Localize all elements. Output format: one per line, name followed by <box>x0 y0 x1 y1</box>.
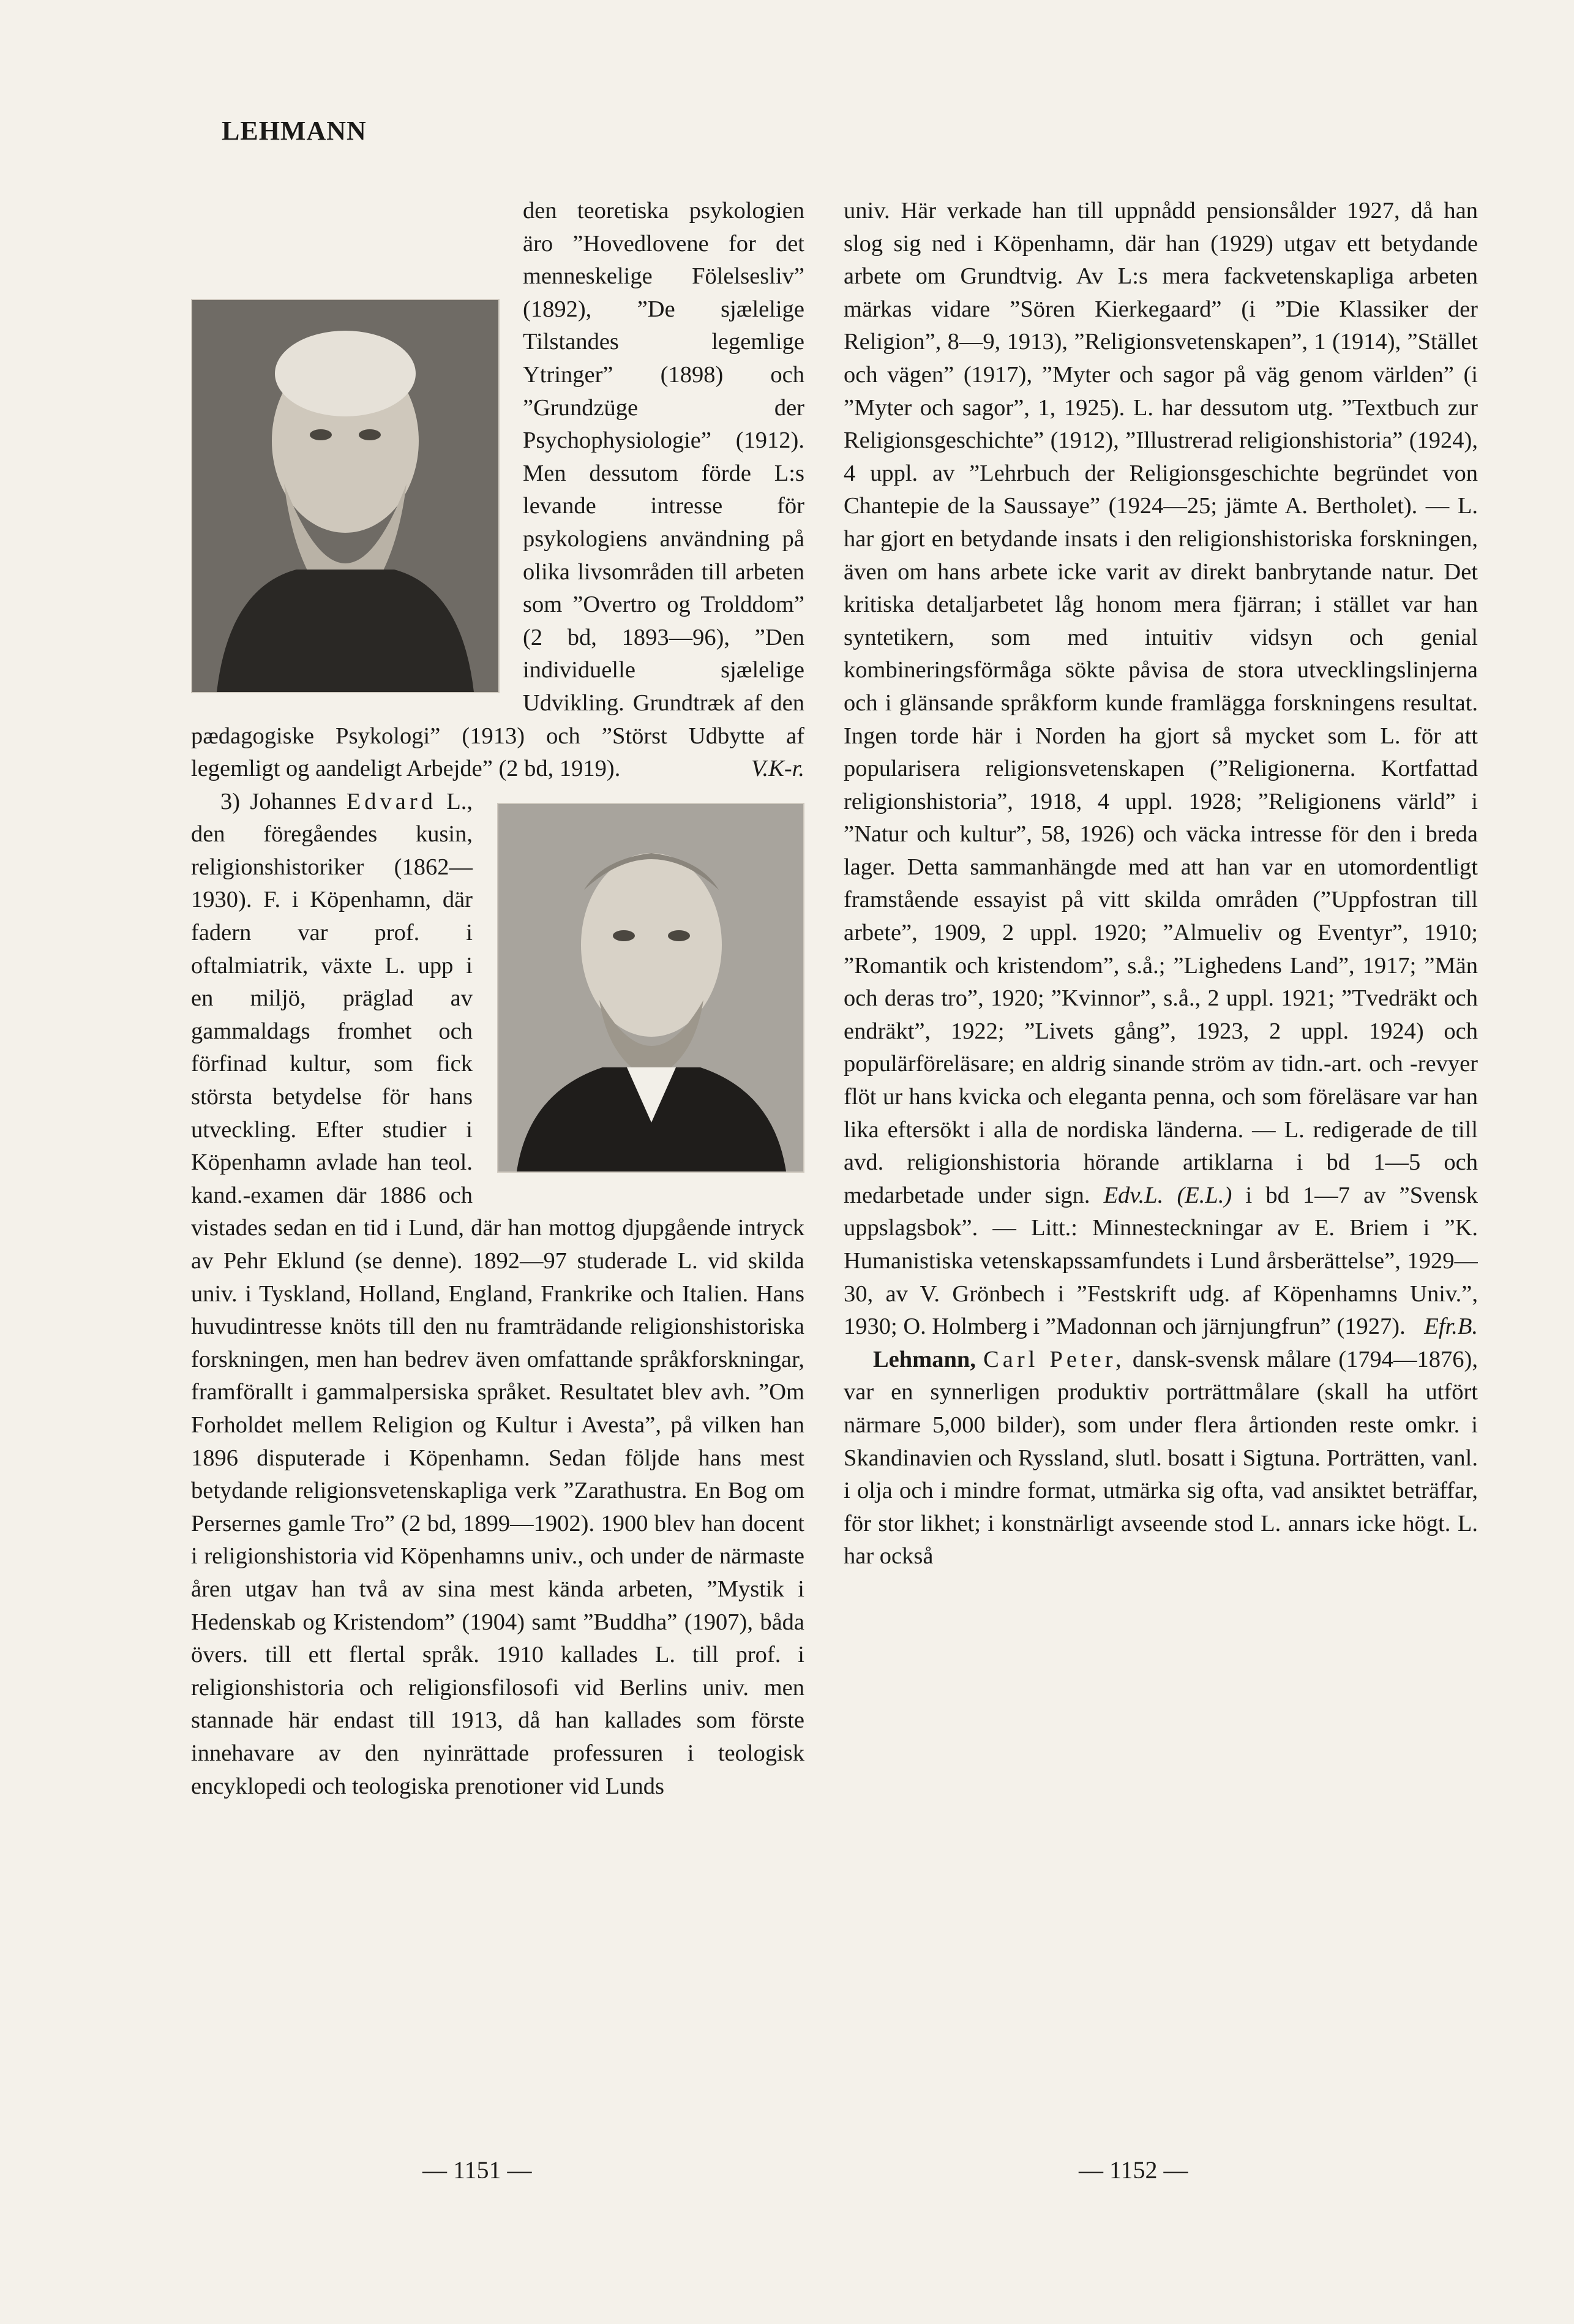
paragraph-psychology-works: den teoretiska psykologien äro ”Hovedlovene for det menneskelige Fölelsesliv” (1892), ”De sjælelige Tilstandes legemlige Ytringer” (1898) och ”Grundzüge der Psychophysiologie” (1912). Men dessutom förde L:s levande intresse för psykologiens användning på olika livsområden till arbeten som ”Overtro og Trolddom” (2 bd, 1893—96), ”Den individuelle sjælelige Udvikling. Grundtræk af den pædagogiske Psykologi” (1913) och ”Störst Udbytte af legemligt og aandeligt Arbejde” (2 bd, 1919). V.K-r. <box>191 198 804 782</box>
author-signature: V.K-r. <box>751 756 804 782</box>
running-head: LEHMANN <box>222 116 367 146</box>
portrait-photo-johannes-edvard-lehmann <box>497 803 804 1173</box>
right-column <box>844 195 1478 2136</box>
entry-headword: Lehmann, <box>873 1346 976 1372</box>
page-number-right: — 1152 — <box>1079 2156 1188 2184</box>
left-column <box>191 195 804 2136</box>
spaced-name: Carl Peter, <box>983 1346 1125 1372</box>
paragraph-carl-peter-lehmann: Lehmann, Carl Peter, dansk-svensk målare (1794—1876), var en synnerligen produktiv porträttmålare (skall ha utfört närmare 5,000 bilder), som under flera årtionden reste omkr. i Skandinavien och Ryssland, slutl. bosatt i Sigtuna. Porträtten, vanl. i olja och i mindre format, utmärka sig ofta, vad ansiktet beträffar, för stor likhet; i konstnärligt avseende stod L. annars icke högt. L. har också <box>844 1346 1478 1570</box>
portrait-photo-bearded-man <box>191 299 500 693</box>
paragraph-lehmann-continued: univ. Här verkade han till uppnådd pensionsålder 1927, då han slog sig ned i Köpenhamn, där han (1929) utgav ett betydande arbete om Grundtvig. Av L:s mera fackvetenskapliga arbeten märkas vidare ”Sören Kierkegaard” (i ”Die Klassiker der Religion”, 8—9, 1913), ”Religionsvetenskapen”, 1 (1914), ”Stället och vägen” (1917), ”Myter och sagor på väg genom världen” (i ”Myter och sagor”, 1, 1925). L. har dessutom utg. ”Textbuch zur Religionsgeschichte” (1912), ”Illustrerad religionshistoria” (1924), 4 uppl. av ”Lehrbuch der Religionsgeschichte begründet von Chantepie de la Saussaye” (1924—25; jämte A. Bertholet). — L. har gjort en betydande insats i den religionshistoriska forskningen, även om hans arbete icke varit av direkt banbrytande natur. Det kritiska detaljarbetet låg honom mera fjärran; i stället var han syntetikern, som med intuitiv vidsyn och genial kombineringsförmåga sökte påvisa de stora utvecklingslinjerna och i glänsande språkform kunde framlägga forskningens resultat. Ingen torde här i Norden ha gjort så mycket som L. för att popularisera religionsvetenskapen (”Religionerna. Kortfattad religionshistoria”, 1918, 4 uppl. 1928; ”Religionens värld” i ”Natur och kultur”, 58, 1926) och väcka intresse för den i breda lager. Detta sammanhängde med att han var en utomordentligt framstående essayist på vitt skilda områden (”Uppfostran till arbete”, 1909, 2 uppl. 1920; ”Almueliv og Eventyr”, 1910; ”Romantik och kristendom”, s.å.; ”Lighedens Land”, 1917; ”Män och deras tro”, 1920; ”Kvinnor”, s.å., 2 uppl. 1921; ”Tvedräkt och endräkt”, 1922; ”Livets gång”, 1923, 2 uppl. 1924) och populärföreläsare; en aldrig sinande ström av tidn.-art. och -revyer flöt ur hans kvicka och eleganta penna, och som föreläsare var han lika eftersökt i alla de nordiska länderna. — L. redigerade de till avd. religionshistoria hörande artiklarna i bd 1—5 och medarbetade under sign. Edv.L. (E.L.) i bd 1—7 av ”Svensk uppslagsbok”. — Litt.: Minnesteckningar av E. Briem i ”K. Humanistiska vetenskapssamfundets i Lund årsberättelse”, 1929—30, av V. Grönbech i ”Festskrift udg. af Köpenhamns Univ.”, 1930; O. Holmberg i ”Madonnan och järnjungfrun” (1927). Efr.B. <box>844 198 1478 1340</box>
spaced-name: Edvard <box>346 788 437 814</box>
signature-abbreviation: Edv.L. (E.L.) <box>1103 1182 1232 1208</box>
paragraph-johannes-edvard-lehmann: 3) Johannes Edvard L., den föregåendes kusin, religionshistoriker (1862—1930). F. i Köpenhamn, där fadern var prof. i oftalmiatrik, växte L. upp i en miljö, präglad av gammaldags fromhet och förfinad kultur, som fick största betydelse för hans utveckling. Efter studier i Köpenhamn avlade han teol. kand.-examen där 1886 och vistades sedan en tid i Lund, där han mottog djupgående intryck av Pehr Eklund (se denne). 1892—97 studerade L. vid skilda univ. i Tyskland, Holland, England, Frankrike och Italien. Hans huvudintresse knöts till den nu framträdande religionshistoriska forskningen, men han bedrev även omfattande språkforskningar, framförallt i gammalpersiska språket. Resultatet blev avh. ”Om Forholdet mellem Religion og Kultur i Avesta”, på vilken han 1896 disputerade i Köpenhamn. Sedan följde hans mest betydande religionsvetenskapliga verk ”Zarathustra. En Bog om Persernes gamle Tro” (2 bd, 1899—1902). 1900 blev han docent i religionshistoria vid Köpenhamns univ., och under de närmaste åren utgav han två av sina mest kända arbeten, ”Mystik i Hedenskab og Kristendom” (1904) samt ”Buddha” (1907), båda övers. till ett flertal språk. 1910 kallades L. till prof. i religionshistoria och religionsfilosofi vid Berlins univ. men stannade här endast till 1913, då han kallades som förste innehavare av den nyinrättade professuren i teologisk encyklopedi och teologiska prenotioner vid Lunds <box>191 788 804 1799</box>
author-signature: Efr.B. <box>1424 1314 1478 1340</box>
page-number-left: — 1151 — <box>422 2156 532 2184</box>
